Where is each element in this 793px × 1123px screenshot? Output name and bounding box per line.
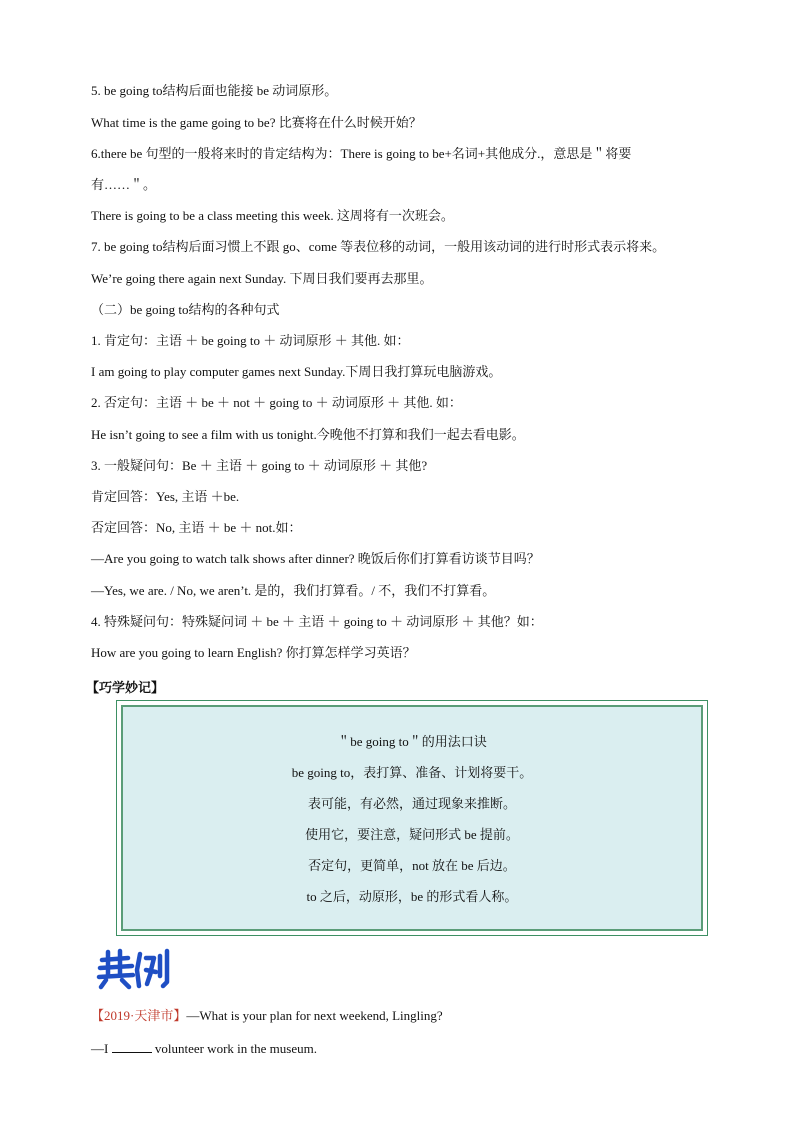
line-6: 7. be going to结构后面习惯上不跟 go、come 等表位移的动词，一般用该动词的进行时形式表示将来。 bbox=[91, 239, 666, 254]
example-answer bbox=[91, 1040, 317, 1057]
answer-suffix: volunteer work in the museum. bbox=[151, 1041, 317, 1056]
line-10: I am going to play computer games next Sunday.下周日我打算玩电脑游戏。 bbox=[91, 364, 502, 379]
line-7: We’re going there again next Sunday. 下周日我们要再去那里。 bbox=[91, 271, 433, 286]
memory-tip-inner bbox=[121, 705, 703, 931]
line-9: 1. 肯定句：主语 ＋ be going to ＋ 动词原形 ＋ 其他. 如： bbox=[91, 333, 410, 348]
line-5: There is going to be a class meeting this week. 这周将有一次班会。 bbox=[91, 208, 454, 223]
rhyme-line-1: be going to，表打算、准备、计划将要干。 bbox=[291, 765, 533, 780]
answer-blank[interactable] bbox=[112, 1040, 152, 1053]
line-18: 4. 特殊疑问句：特殊疑问词 ＋ be ＋ 主语 ＋ going to ＋ 动词原形 ＋ 其他？如： bbox=[91, 614, 543, 629]
line-14: 肯定回答：Yes, 主语 ＋be. bbox=[91, 489, 240, 504]
rhyme-line-4: 否定句，更简单，not 放在 be 后边。 bbox=[308, 858, 516, 873]
rhyme-line-3: 使用它，要注意，疑问形式 be 提前。 bbox=[305, 827, 519, 842]
line-2: What time is the game going to be? 比赛将在什么时候开始？ bbox=[91, 115, 422, 130]
line-15: 否定回答：No, 主语 ＋ be ＋ not.如： bbox=[91, 520, 302, 535]
tip-heading: 【巧学妙记】 bbox=[86, 681, 165, 696]
line-12: He isn’t going to see a film with us tonight.今晚他不打算和我们一起去看电影。 bbox=[91, 427, 525, 442]
line-3: 6.there be 句型的一般将来时的肯定结构为：There is going to be+名词+其他成分.，意思是＂将要 bbox=[91, 146, 632, 161]
rhyme-line-2: 表可能，有必然，通过现象来推断。 bbox=[307, 796, 516, 811]
example-logo-icon bbox=[96, 946, 176, 990]
rhyme-title: ＂be going to＂的用法口诀 bbox=[337, 734, 487, 749]
line-1: 5. be going to结构后面也能接 be 动词原形。 bbox=[91, 83, 338, 98]
line-13: 3. 一般疑问句：Be ＋ 主语 ＋ going to ＋ 动词原形 ＋ 其他? bbox=[91, 458, 428, 473]
rhyme-line-5: to 之后，动原形，be 的形式看人称。 bbox=[306, 889, 518, 904]
line-8: （二）be going to结构的各种句式 bbox=[91, 302, 280, 317]
memory-tip-box bbox=[116, 700, 708, 936]
line-4: 有……＂。 bbox=[91, 177, 157, 192]
answer-prefix: —I bbox=[91, 1041, 112, 1056]
line-11: 2. 否定句：主语 ＋ be ＋ not ＋ going to ＋ 动词原形 ＋ 其他. 如： bbox=[91, 395, 462, 410]
line-16: —Are you going to watch talk shows after dinner? 晚饭后你们打算看访谈节目吗？ bbox=[91, 551, 540, 566]
line-17: —Yes, we are. / No, we aren’t. 是的，我们打算看。/ 不，我们不打算看。 bbox=[91, 583, 496, 598]
line-19: How are you going to learn English? 你打算怎样学习英语？ bbox=[91, 645, 416, 660]
source-tag: 【2019·天津市】 bbox=[91, 1008, 187, 1023]
question-text: —What is your plan for next weekend, Lingling? bbox=[186, 1008, 443, 1023]
example-question bbox=[91, 1008, 443, 1024]
